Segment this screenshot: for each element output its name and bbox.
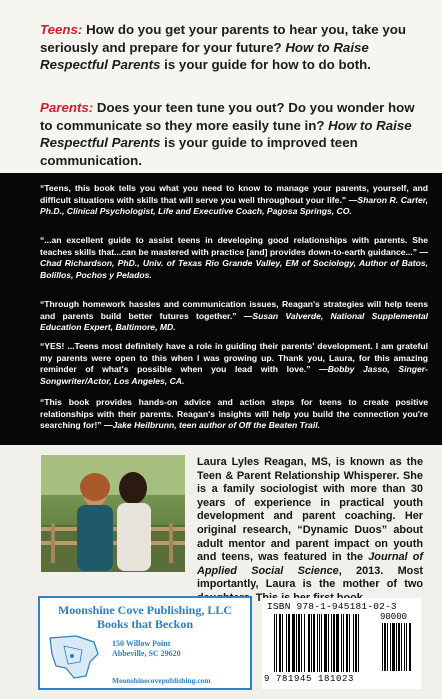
publisher-map-icon (46, 632, 102, 682)
barcode-bar (313, 614, 315, 672)
barcode-bar (308, 614, 310, 672)
barcode-bar (286, 614, 287, 672)
barcode-bar (382, 623, 383, 671)
testimonial-5 (40, 397, 428, 432)
testimonial-attribution: —Chad Richardson, PhD., Univ. of Texas Rio Grande Valley, EM of Sociology, Author of Batos, Bolillos, Pochos y Pelados. (40, 246, 428, 280)
barcode-bar (301, 614, 302, 672)
publisher-box (38, 596, 252, 690)
bio-text-1: Laura Lyles Reagan, MS, is known as the Teen & Parent Relationship Whisperer. She is a family sociologist with more than 30 years of experience in practical youth development and parent coaching. Her original research, “Dynamic Duos” about adult mentor and parent impact on youth and teens, was featured in the (197, 456, 423, 564)
barcode-bar (304, 614, 305, 672)
barcode-bar (311, 614, 312, 672)
barcode-addon-label: 90000 (380, 612, 408, 622)
barcode-bar (355, 614, 357, 672)
publisher-name: Moonshine Cove Publishing, LLC (57, 603, 233, 617)
barcode-bar (387, 623, 388, 671)
testimonial-text: “Teens, this book tells you what you need to know to manage your parents, yourself, and difficult situations with skills that will serve you well throughout your life.” (40, 183, 428, 205)
barcode-bar (336, 614, 339, 672)
barcode-bar (333, 614, 335, 672)
publisher-tagline: Books that Beckon (96, 617, 194, 631)
bio-text-2: , 2013. Most importantly, Laura is the mother of two (197, 564, 423, 591)
teens-text-1: How do you get your parents to hear you, take you seriously and prepare for your future? (40, 22, 406, 55)
testimonial-text: “...an excellent guide to assist teens in developing good relationships with parents. She teaches skills that...can be mastered with practice [and] provides down-to-earth guidance...” (40, 235, 428, 257)
barcode-bar (398, 623, 400, 671)
barcode-bar (396, 623, 397, 671)
barcode-bar (353, 614, 354, 672)
barcode-bar (406, 623, 407, 671)
barcode-bar (298, 614, 300, 672)
top-section (0, 0, 442, 173)
barcode-bar (358, 614, 359, 672)
barcode-main-bars (274, 614, 378, 674)
isbn-label: ISBN 978-1-945181-02-3 (267, 601, 397, 612)
bio-journal: Journal of Applied Social Science (197, 551, 424, 577)
testimonial-attribution: —Bobby Jasso, Singer-Songwriter/Actor, Los Angeles, CA. (40, 364, 428, 386)
publisher-address-line-1: 150 Willow Point (112, 639, 171, 648)
testimonial-1 (40, 183, 428, 218)
barcode-bar (392, 623, 395, 671)
author-photo (41, 455, 185, 572)
testimonial-2 (40, 235, 428, 281)
barcode-bar (321, 614, 322, 672)
teens-paragraph (40, 21, 420, 74)
parents-text-2: is your guide to improved teen communication. (40, 135, 358, 168)
parents-paragraph (40, 99, 420, 169)
barcode-bar (292, 614, 295, 672)
teens-book-title: How to Raise Respectful Parents (40, 39, 369, 72)
parents-book-title: How to Raise Respectful Parents (40, 117, 412, 150)
testimonial-text: “This book provides hands-on advice and action steps for teens to create positive relationships with their parents. Reagan's insights will help you build the connection you're searching for!” (40, 397, 428, 430)
barcode-bar (346, 614, 348, 672)
barcode-bar (404, 623, 405, 671)
barcode-bar (343, 614, 344, 672)
barcode-bar (328, 614, 329, 672)
testimonial-attribution: —Susan Valverde, National Supplemental Education Expert, Baltimore, MD. (40, 310, 428, 332)
barcode-bar (274, 614, 275, 672)
isbn-barcode (262, 598, 421, 689)
publisher-url: Moonshinecovepublishing.com (112, 676, 211, 685)
testimonial-attribution: —Jake Heilbrunn, teen author of Off the Beaten Trail. (104, 420, 320, 430)
barcode-bar (282, 614, 283, 672)
barcode-ean-label: 9 781945 181023 (264, 674, 355, 684)
testimonial-text: “YES! ...Teens most definitely have a role in guiding their parents' development. I am grateful my parents were open to this when I was growing up. Thank you, Laura, for this amazing reminder of what's possible when you lead with love.” (40, 341, 428, 374)
barcode-bar (341, 614, 342, 672)
testimonial-3 (40, 299, 428, 334)
publisher-address-line-2: Abbeville, SC 29620 (112, 649, 181, 658)
barcode-bar (288, 614, 290, 672)
parents-lead: Parents: (40, 100, 94, 115)
testimonial-4 (40, 341, 428, 387)
barcode-bar (409, 623, 411, 671)
barcode-bar (401, 623, 402, 671)
teens-lead: Teens: (40, 22, 83, 37)
barcode-bar (317, 614, 318, 672)
barcode-bar (331, 614, 332, 672)
barcode-bar (279, 614, 281, 672)
barcode-bar (296, 614, 297, 672)
barcode-bar (324, 614, 327, 672)
barcode-bar (384, 623, 386, 671)
author-bio (197, 456, 423, 606)
teens-text-2: is your guide for how to do both. (160, 57, 371, 72)
barcode-bar (276, 614, 277, 672)
testimonial-attribution: —Sharon R. Carter, Ph.D., Clinical Psychologist, Life and Executive Coach, Pagosa Springs, CO. (40, 194, 428, 216)
barcode-bar (319, 614, 320, 672)
testimonial-text: “Through homework hassles and communication issues, Reagan's strategies will help teens and parents build better futures together.” (40, 299, 428, 321)
publisher-address (112, 639, 181, 659)
barcode-bar (349, 614, 350, 672)
barcode-bar (390, 623, 391, 671)
parents-text-1: Does your teen tune you out? Do you wonder how to communicate so they more easily tune in? (40, 100, 415, 133)
barcode-addon-bars (382, 623, 418, 673)
